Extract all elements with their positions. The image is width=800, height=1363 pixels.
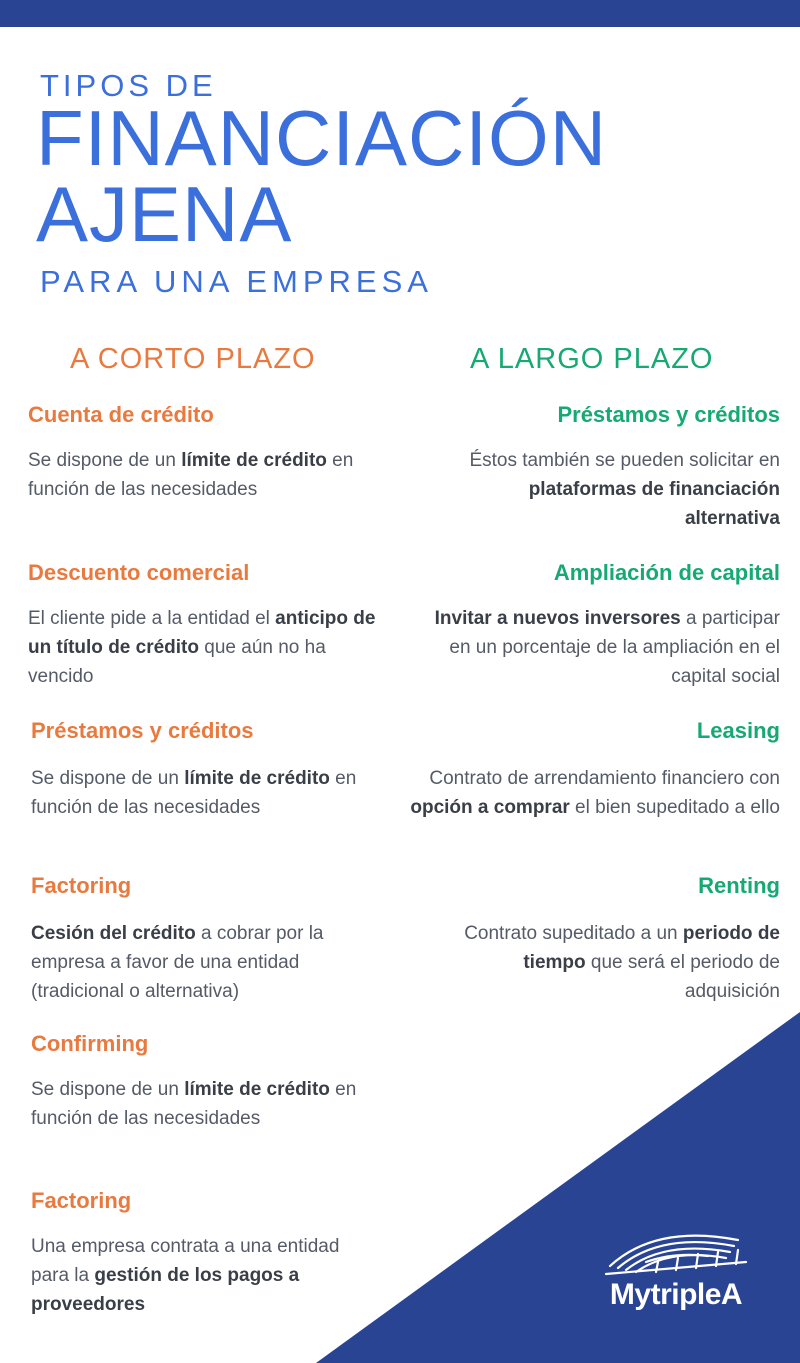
- short-item-desc: Se dispone de un límite de crédito en función de las necesidades: [28, 450, 354, 500]
- short-item: [31, 873, 376, 1006]
- long-item-desc: Contrato supeditado a un periodo de tiempo que será el periodo de adquisición: [464, 923, 780, 1002]
- mytriplea-logo: [596, 1222, 756, 1322]
- short-item-desc: Se dispone de un límite de crédito en función de las necesidades: [31, 768, 357, 818]
- short-item: [31, 1031, 391, 1133]
- short-item-title: Préstamos y créditos: [31, 718, 254, 743]
- long-item-title: Préstamos y créditos: [557, 402, 780, 427]
- short-term-heading: A CORTO PLAZO: [70, 343, 316, 375]
- short-item-title: Factoring: [31, 1188, 132, 1213]
- title-post: PARA UNA EMPRESA: [40, 264, 433, 299]
- main-title-line-1: FINANCIACIÓN: [36, 94, 608, 182]
- main-title: [36, 94, 608, 258]
- short-item: [31, 718, 391, 822]
- short-item-desc: Una empresa contrata a una entidad para la gestión de los pagos a proveedores: [31, 1236, 340, 1315]
- long-item: [410, 718, 780, 822]
- short-item-desc: Cesión del crédito a cobrar por la empresa a favor de una entidad (tradicional o alternativa): [31, 923, 324, 1002]
- short-item-desc: El cliente pide a la entidad el anticipo de un título de crédito que aún no ha vencido: [28, 608, 376, 687]
- long-item: [430, 560, 780, 691]
- long-item-title: Renting: [698, 873, 780, 898]
- long-term-heading: A LARGO PLAZO: [470, 343, 714, 375]
- short-item: [31, 1188, 351, 1319]
- long-item: [430, 402, 780, 533]
- short-item-title: Descuento comercial: [28, 560, 250, 585]
- long-item-desc: Éstos también se pueden solicitar en plataformas de financiación alternativa: [469, 450, 780, 529]
- main-title-line-2: AJENA: [36, 170, 293, 258]
- short-item-title: Confirming: [31, 1031, 149, 1056]
- bridge-arches-icon: [596, 1222, 756, 1282]
- short-item: [28, 560, 388, 691]
- short-item-title: Cuenta de crédito: [28, 402, 214, 427]
- short-item-desc: Se dispone de un límite de crédito en función de las necesidades: [31, 1079, 357, 1129]
- long-item-desc: Contrato de arrendamiento financiero con opción a comprar el bien supeditado a ello: [410, 768, 780, 818]
- long-item: [430, 873, 780, 1006]
- logo-text: MytripleA: [609, 1278, 743, 1311]
- long-item-desc: Invitar a nuevos inversores a participar en un porcentaje de la ampliación en el capital social: [434, 608, 780, 687]
- long-item-title: Ampliación de capital: [553, 560, 780, 585]
- short-item-title: Factoring: [31, 873, 132, 898]
- long-item-title: Leasing: [696, 718, 780, 743]
- title-pre: TIPOS DE: [40, 68, 217, 103]
- short-item: [28, 402, 388, 504]
